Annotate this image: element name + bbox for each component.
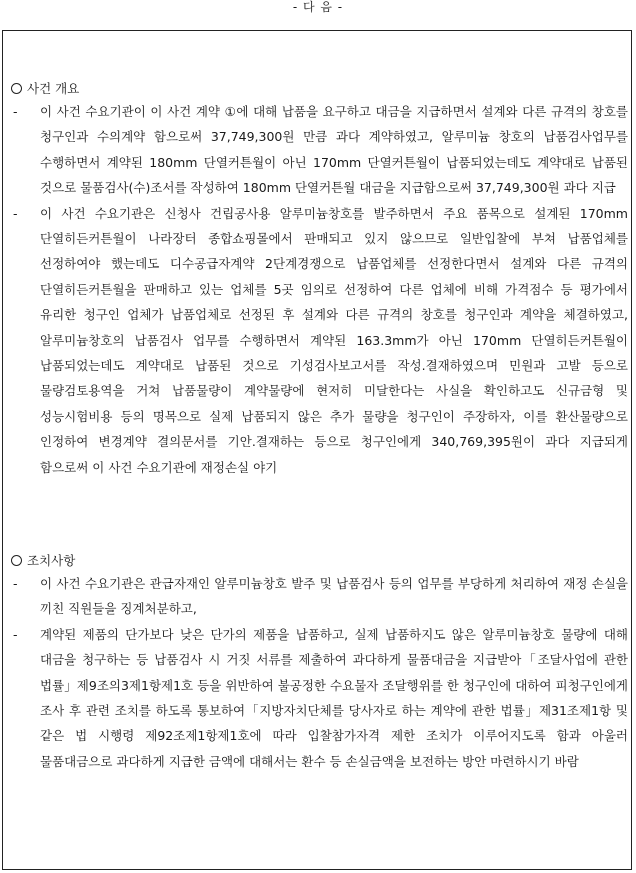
- action-item-1-text: 이 사건 수요기관은 관급자재인 알루미늄창호 발주 및 납품검사 등의 업무를 부당하게 처리하여 재정 손실을 끼친 직원들을 징계처분하고,: [40, 576, 628, 617]
- case-summary-item-1-text: 이 사건 수요기관이 이 사건 계약 ①에 대해 납품을 요구하고 대금을 지급하면서 설계와 다른 규격의 창호를 청구인과 수의계약 함으로써 37,749,300원 만큼 과다 계약하였고, 알루미늄 창호의 납품검사업무를 수행하면서 계약된 180mm 단열커튼월이 아닌 170mm 단열커튼월이 납품되었는데도 계약대로 납품된 것으로 물품검사(수)조서를 작성하여 180mm 단열커튼월 대금을 지급함으로써 37,749,300원 과다 지급: [40, 104, 628, 196]
- action-item-2-text: 계약된 제품의 단가보다 낮은 단가의 제품을 납품하고, 실제 납품하지도 않은 알루미늄창호 물량에 대해 대금을 청구하는 등 납품검사 시 거짓 서류를 제출하여 과다하게 물품대금을 지급받아「조달사업에 관한 법률」제9조의3제1항제1호 등을 위반하여 불공정한 수요물자 조달행위를 한 청구인에 대하여 피청구인에게 조사 후 관련 조치를 하도록 통보하여「지방자치단체를 당사자로 하는 계약에 관한 법률」제31조제1항 및 같은 법 시행령 제92조제1항제1호에 따라 입찰참가자격 제한 조치가 이루어지도록 함과 아울러 물품대금으로 과다하게 지급한 금액에 대해서는 환수 등 손실금액을 보전하는 방안 마련하시기 바람: [40, 626, 628, 769]
- dash-bullet: -: [13, 576, 18, 591]
- case-summary-heading-text: 사건 개요: [27, 81, 80, 96]
- action-items-heading: [10, 551, 628, 571]
- dash-bullet: -: [13, 104, 18, 119]
- notice-content-box: [2, 30, 632, 870]
- case-summary-item-2: [10, 201, 628, 480]
- case-summary-item-2-text: 이 사건 수요기관은 신청사 건립공사용 알루미늄창호를 발주하면서 주요 품목으로 설계된 170mm 단열히든커튼월이 나라장터 종합쇼핑몰에서 판매되고 있지 않으므로 일반입찰에 부쳐 납품업체를 선정하여야 했는데도 디수공급자계약 2단계경쟁으로 납품업체를 선정한다면서 설계와 다른 규격의 단열히든커튼월을 판매하고 있는 업체를 5곳 임의로 선정하여 다른 업체에 비해 가격점수 등 평가에서 유리한 청구인 업체가 납품업체로 선정된 후 설계와 다른 규격의 창호를 청구인과 계약을 체결하였고, 알루미늄창호의 납품검사 업무를 수행하면서 계약된 163.3mm가 아닌 170mm 단열히든커튼월이 납품되었는데도 계약대로 납품된 것으로 기성검사보고서를 작성.결재하였으며 민원과 고발 등으로 물량검토용역을 거쳐 납품물량이 계약물량에 현저히 미달한다는 사실을 확인하고도 신규금형 및 성능시험비용 등의 명목으로 실제 납품되지 않은 추가 물량을 청구인이 주장하자, 이를 환산물량으로 인정하여 변경계약 결의문서를 기안.결재하는 등으로 청구인에게 340,769,395원이 과다 지급되게 함으로써 이 사건 수요기관에 재정손실 야기: [40, 205, 628, 475]
- action-items-section: [10, 551, 628, 774]
- case-summary-heading: [10, 79, 628, 99]
- dash-bullet: -: [13, 626, 18, 642]
- action-items-heading-text: 조치사항: [27, 553, 76, 568]
- case-summary-section: [10, 79, 628, 480]
- dash-bullet: -: [13, 205, 18, 221]
- case-summary-item-1: [10, 99, 628, 201]
- circle-bullet-icon: [11, 555, 22, 566]
- circle-bullet-icon: [11, 83, 22, 94]
- notice-title: - 다 음 -: [292, 0, 344, 14]
- action-item-1: [10, 571, 628, 622]
- action-item-2: [10, 622, 628, 774]
